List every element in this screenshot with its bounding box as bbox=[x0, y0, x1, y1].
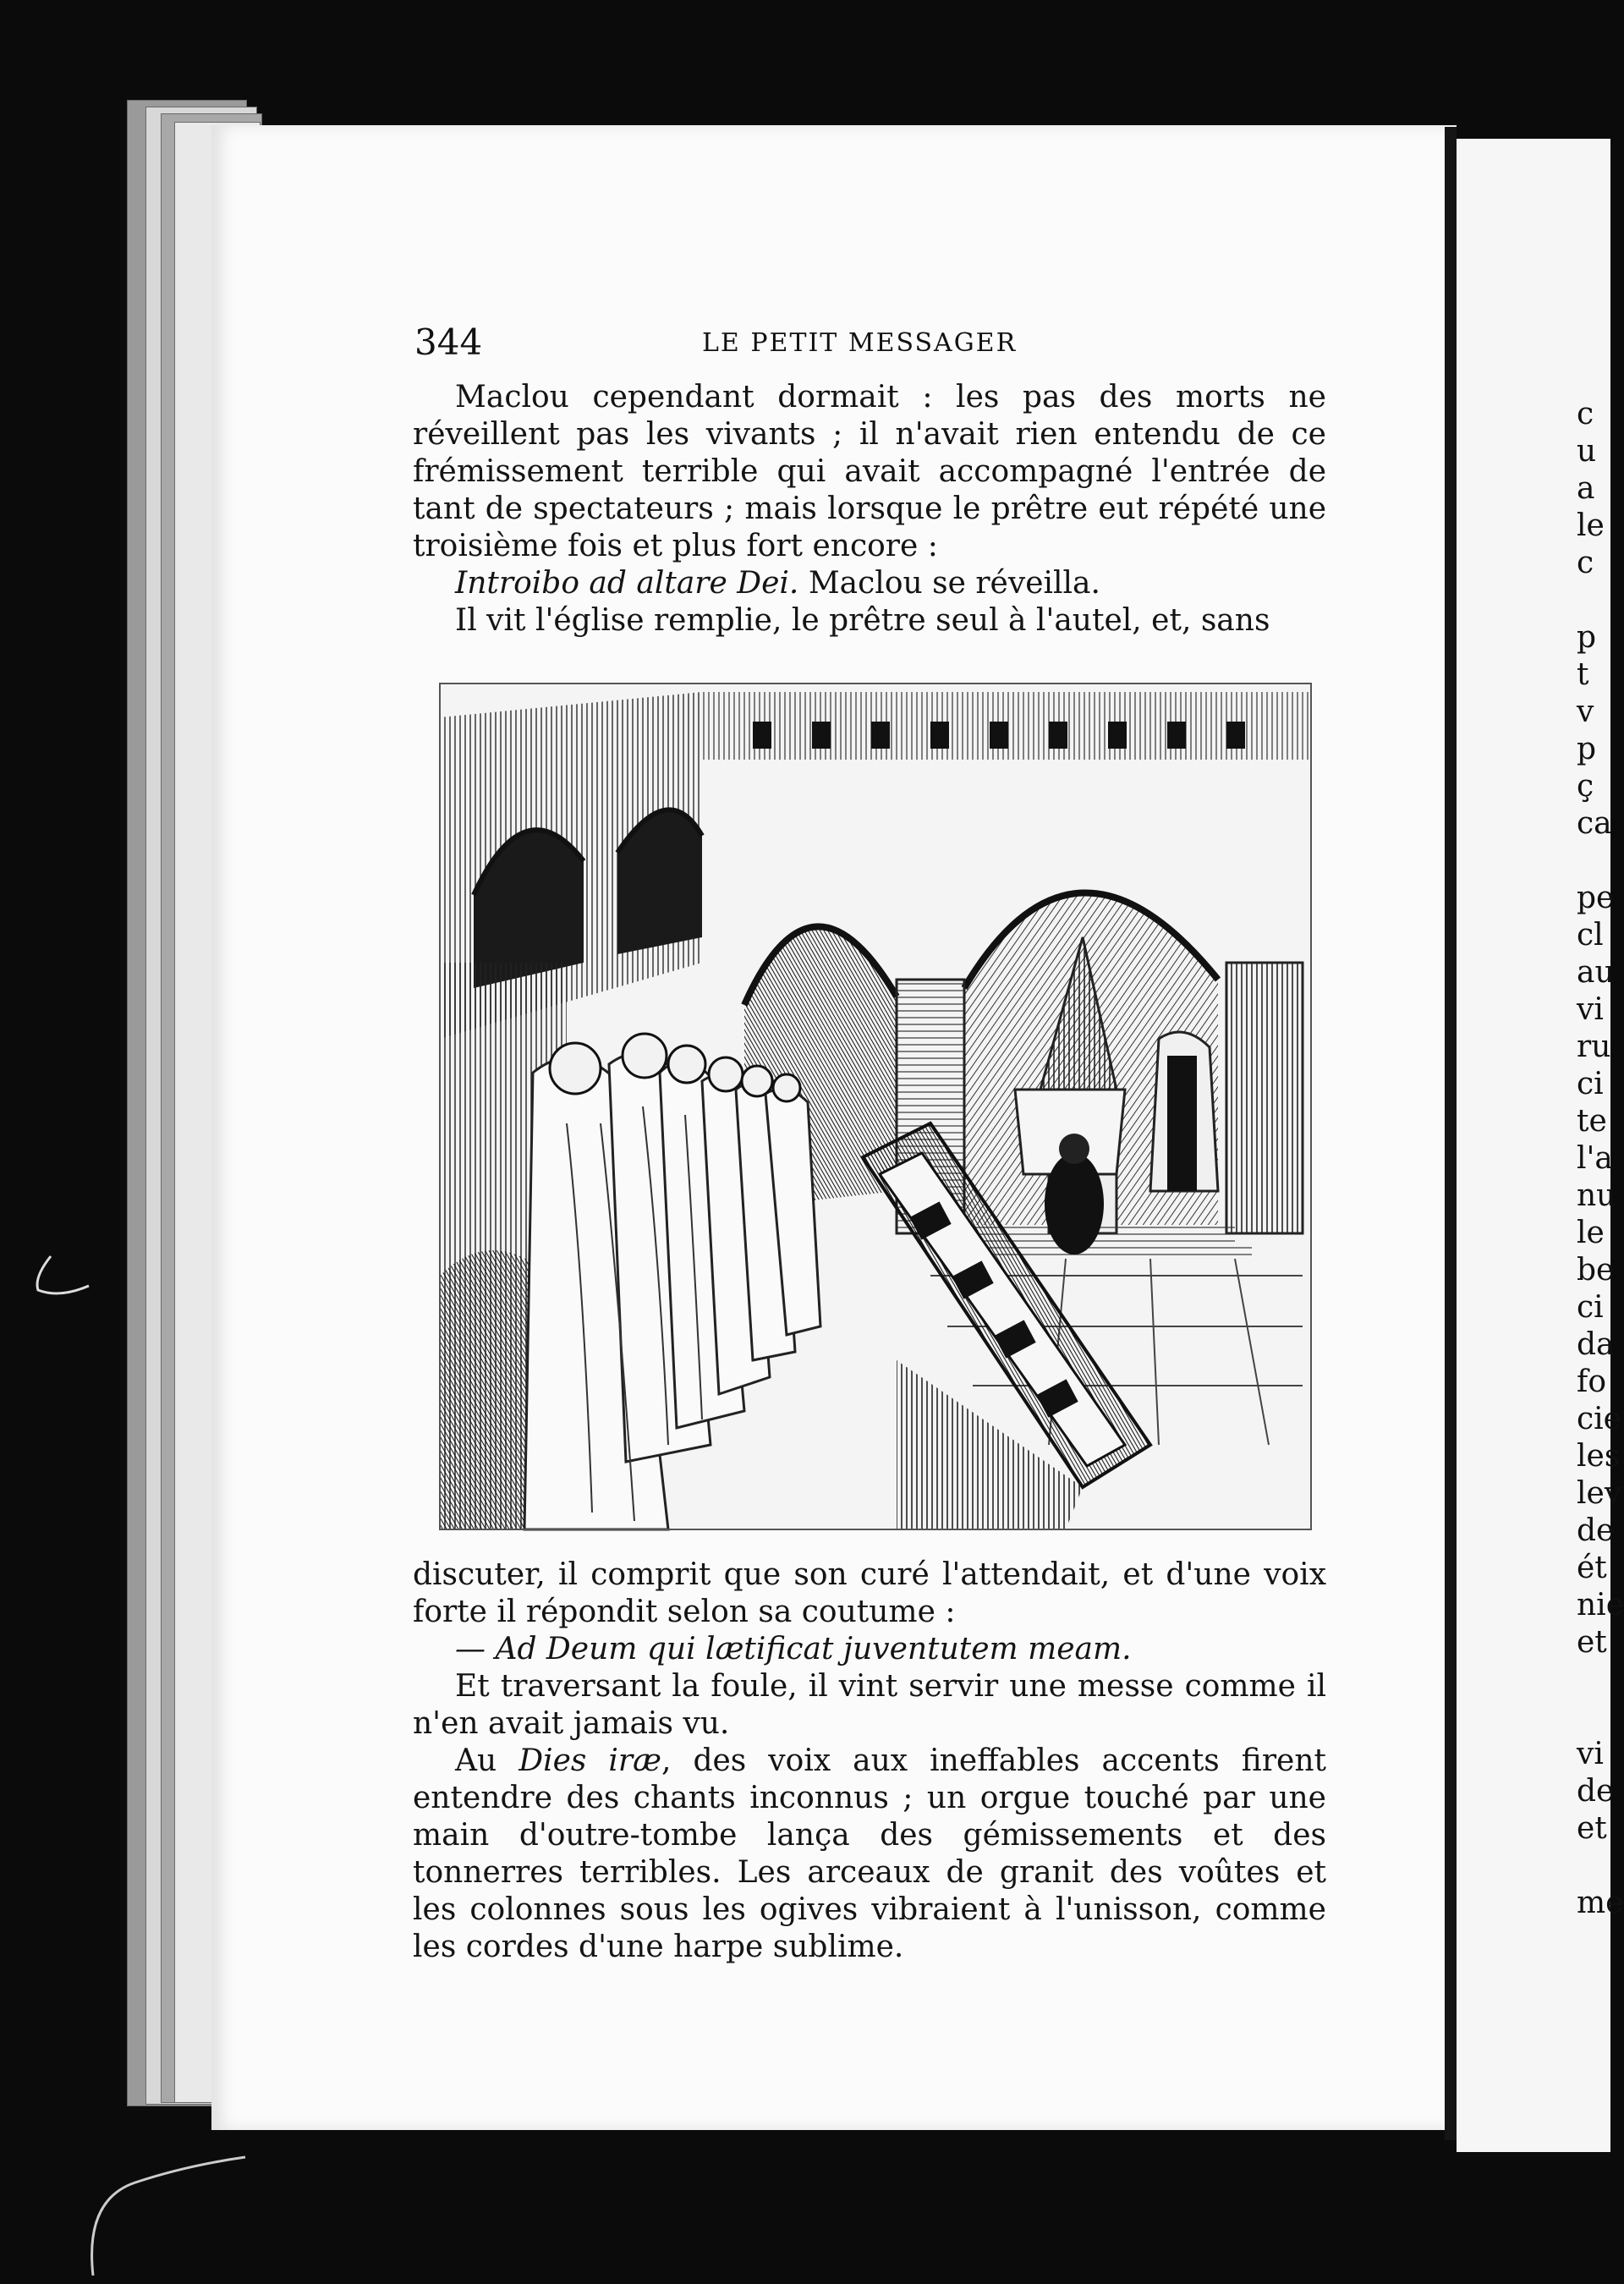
right-page-fragment: lev bbox=[1577, 1476, 1622, 1511]
page-header bbox=[414, 321, 1328, 372]
right-page-fragment bbox=[1577, 843, 1610, 880]
right-page-fragment: t bbox=[1577, 657, 1589, 692]
right-page-text-fragments bbox=[1577, 396, 1624, 1922]
running-title: LE PETIT MESSAGER bbox=[702, 328, 1018, 358]
right-page-fragment: nu bbox=[1577, 1178, 1616, 1213]
right-page-fragment: cie bbox=[1577, 1402, 1621, 1436]
paragraph: Maclou cependant dormait : les pas des morts ne réveillent pas les vivants ; il n'avait rien entendu de ce frémissement terrible qui avait accompagné l'entrée de tant de spectateurs ; mais lorsque le prêtre eut répété une troisième fois et plus fort encore : bbox=[413, 380, 1326, 563]
right-page-fragment: u bbox=[1577, 434, 1597, 469]
paragraph bbox=[413, 565, 1326, 602]
right-page-fragment: ci bbox=[1577, 1290, 1604, 1325]
body-text-bottom bbox=[413, 1557, 1326, 1966]
right-page-fragment bbox=[1577, 1699, 1610, 1736]
right-page-fragment: de bbox=[1577, 1774, 1615, 1809]
right-page-fragment: et bbox=[1577, 1811, 1607, 1846]
right-page-fragment: a bbox=[1577, 471, 1595, 506]
latin-phrase: Dies iræ bbox=[518, 1743, 661, 1778]
right-page-fragment: et bbox=[1577, 1625, 1607, 1660]
right-page-fragment: au bbox=[1577, 955, 1615, 990]
right-page-fragment: vi bbox=[1577, 992, 1604, 1027]
paragraph bbox=[413, 1743, 1326, 1966]
right-page-fragment bbox=[1577, 582, 1610, 619]
right-page-fragment: p bbox=[1577, 620, 1597, 655]
paragraph-prefix: Au bbox=[455, 1743, 519, 1778]
latin-response: — Ad Deum qui lætificat juventutem meam. bbox=[455, 1632, 1132, 1666]
right-page-fragment: c bbox=[1577, 397, 1594, 431]
right-page-fragment: le bbox=[1577, 1216, 1605, 1250]
right-page-fragment: c bbox=[1577, 546, 1594, 580]
right-page-fragment: be bbox=[1577, 1253, 1615, 1287]
body-text-top bbox=[413, 379, 1326, 640]
right-page-fragment: l'a bbox=[1577, 1141, 1613, 1176]
paragraph: Il vit l'église remplie, le prêtre seul à l'autel, et, sans bbox=[455, 603, 1270, 638]
right-page-fragment: le bbox=[1577, 508, 1605, 543]
right-page-fragment: nie bbox=[1577, 1588, 1624, 1622]
right-page-fragment: da bbox=[1577, 1327, 1615, 1362]
right-page-fragment: v bbox=[1577, 695, 1594, 729]
right-page-fragment: te bbox=[1577, 1104, 1607, 1139]
right-page-fragment: vi bbox=[1577, 1737, 1604, 1771]
paragraph-continuation: Maclou se réveilla. bbox=[798, 566, 1100, 601]
right-page-fragment: cl bbox=[1577, 918, 1604, 953]
right-page-fragment: ci bbox=[1577, 1067, 1604, 1101]
right-page-fragment: ét bbox=[1577, 1551, 1607, 1585]
latin-phrase: Introibo ad altare Dei. bbox=[455, 566, 799, 601]
book-gutter bbox=[1445, 127, 1457, 2140]
right-page-fragment: p bbox=[1577, 732, 1597, 766]
right-page-fragment: ru bbox=[1577, 1029, 1611, 1064]
right-page-fragment: les bbox=[1577, 1439, 1621, 1474]
right-page-fragment: pe bbox=[1577, 881, 1615, 915]
right-page-fragment: ca bbox=[1577, 806, 1612, 841]
right-page-fragment bbox=[1577, 1848, 1610, 1885]
page-number: 344 bbox=[414, 321, 483, 363]
paragraph-continuation: , des voix aux ineffables accents firent entendre des chants inconnus ; un orgue touché par une main d'outre-tombe lança des gémissements et des tonnerres terribles. Les arceaux de granit des voûtes et les colonnes sous les ogives vibraient à l'unisson, comme les cordes d'une harpe sublime. bbox=[413, 1743, 1326, 1964]
right-page-fragment bbox=[1577, 1661, 1610, 1699]
paragraph: discuter, il comprit que son curé l'attendait, et d'une voix forte il répondit selon sa coutume : bbox=[413, 1557, 1326, 1629]
right-page-fragment: ç bbox=[1577, 769, 1594, 804]
right-page-fragment: de bbox=[1577, 1513, 1615, 1548]
paragraph: Et traversant la foule, il vint servir une messe comme il n'en avait jamais vu. bbox=[413, 1669, 1326, 1741]
film-scratch bbox=[68, 2149, 254, 2284]
film-scratch bbox=[17, 1252, 93, 1303]
right-page-fragment: me bbox=[1577, 1886, 1624, 1920]
engraving-illustration bbox=[423, 684, 1320, 1534]
right-page-fragment: fo bbox=[1577, 1364, 1606, 1399]
